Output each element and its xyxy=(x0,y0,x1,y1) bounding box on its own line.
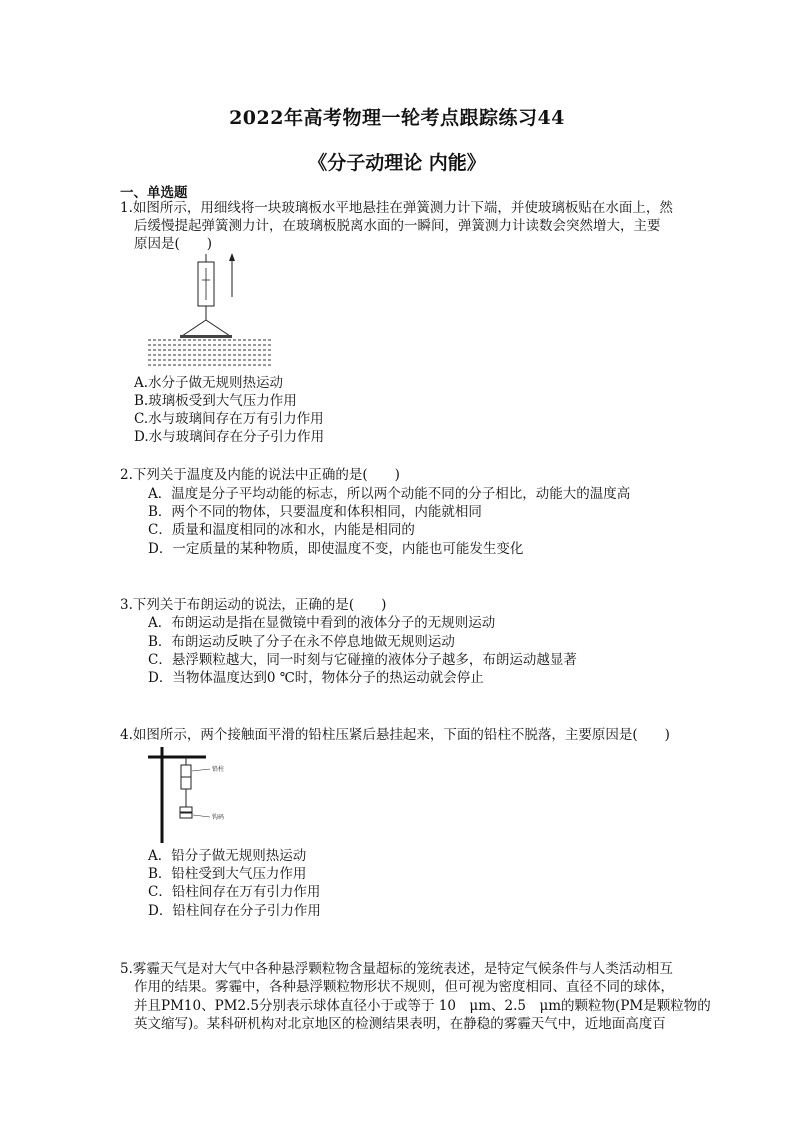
question-5-line-3: 并且PM10、PM2.5分别表示球体直径小于或等于 10 μm、2.5 μm的颗粒物(PM是颗粒物的 xyxy=(134,998,711,1014)
question-1-line-1: 1.如图所示，用细线将一块玻璃板水平地悬挂在弹簧测力计下端，并使玻璃板贴在水面上，然 xyxy=(120,200,673,216)
question-4-option-b: B．铅柱受到大气压力作用 xyxy=(148,866,307,882)
question-1-line-2: 后缓慢提起弹簧测力计，在玻璃板脱离水面的一瞬间，弹簧测力计读数会突然增大，主要 xyxy=(134,218,661,234)
question-4-option-d: D．铅柱间存在分子引力作用 xyxy=(148,903,321,919)
question-3-option-b: B．布朗运动反映了分子在永不停息地做无规则运动 xyxy=(148,634,455,650)
question-5-line-4: 英文缩写)。某科研机构对北京地区的检测结果表明，在静稳的雾霾天气中，近地面高度百 xyxy=(134,1016,666,1032)
section-heading: 一、单选题 xyxy=(120,185,188,201)
question-2-line-1: 2.下列关于温度及内能的说法中正确的是( ) xyxy=(120,467,400,483)
question-2-option-a: A．温度是分子平均动能的标志，所以两个动能不同的分子相比，动能大的温度高 xyxy=(148,486,631,502)
question-2-option-b: B．两个不同的物体，只要温度和体积相同，内能就相同 xyxy=(148,504,482,520)
question-4-line-1: 4.如图所示，两个接触面平滑的铅柱压紧后悬挂起来，下面的铅柱不脱落，主要原因是( ) xyxy=(120,727,670,743)
document-title: 2022年高考物理一轮考点跟踪练习44 xyxy=(229,107,565,129)
question-3-option-d: D．当物体温度达到0 ℃时，物体分子的热运动就会停止 xyxy=(148,670,484,686)
question-1-option-a: A.水分子做无规则热运动 xyxy=(134,375,284,391)
weight-label: 钩码 xyxy=(212,814,225,821)
question-4-option-a: A．铅分子做无规则热运动 xyxy=(148,848,307,864)
question-3-option-a: A．布朗运动是指在显微镜中看到的液体分子的无规则运动 xyxy=(148,615,496,631)
question-3-line-1: 3.下列关于布朗运动的说法，正确的是( ) xyxy=(120,597,387,613)
question-5-line-1: 5.雾霾天气是对大气中各种悬浮颗粒物含量超标的笼统表述，是特定气候条件与人类活动相互 xyxy=(120,961,673,977)
lead-cylinder-figure xyxy=(148,745,248,845)
question-1-option-b: B.玻璃板受到大气压力作用 xyxy=(134,393,297,409)
spring-scale-figure xyxy=(145,250,275,375)
document-subtitle: 《分子动理论 内能》 xyxy=(308,152,486,174)
question-1-option-d: D.水与玻璃间存在分子引力作用 xyxy=(134,429,325,445)
lead-cylinder-label: 铅柱 xyxy=(212,766,225,773)
question-3-option-c: C．悬浮颗粒越大，同一时刻与它碰撞的液体分子越多，布朗运动越显著 xyxy=(148,652,577,668)
question-4-option-c: C．铅柱间存在万有引力作用 xyxy=(148,884,321,900)
question-2-option-d: D．一定质量的某种物质，即使温度不变，内能也可能发生变化 xyxy=(148,541,524,557)
question-2-option-c: C．质量和温度相同的冰和水，内能是相同的 xyxy=(148,522,415,538)
question-5-line-2: 作用的结果。雾霾中，各种悬浮颗粒物形状不规则，但可视为密度相同、直径不同的球体， xyxy=(134,979,674,995)
question-1-option-c: C.水与玻璃间存在万有引力作用 xyxy=(134,411,324,427)
question-1-line-3: 原因是( ) xyxy=(134,236,213,252)
